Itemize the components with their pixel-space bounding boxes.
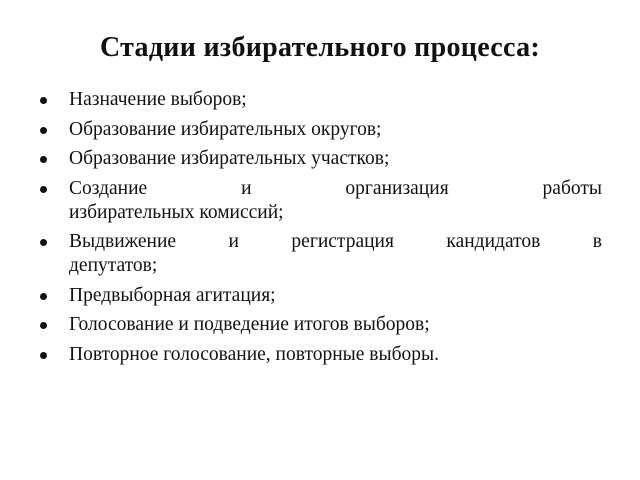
list-item — [40, 343, 602, 367]
list-item — [40, 177, 602, 225]
bullet-text: Повторное голосование, повторные выборы. — [69, 343, 439, 365]
list-item — [40, 147, 602, 171]
bullet-icon — [40, 186, 47, 193]
bullet-text: Назначение выборов; — [69, 89, 247, 110]
bullet-icon — [40, 97, 47, 104]
bullet-icon — [40, 239, 47, 246]
bullet-list — [40, 88, 602, 372]
bullet-icon — [40, 322, 47, 329]
bullet-text-line: избирательных комиссий; — [69, 201, 284, 223]
list-item — [40, 230, 602, 278]
bullet-text: Образование избирательных округов; — [69, 118, 382, 140]
bullet-text-line: депутатов; — [69, 255, 158, 276]
bullet-text: Образование избирательных участков; — [69, 148, 390, 169]
bullet-icon — [40, 293, 47, 300]
list-item — [40, 284, 602, 308]
bullet-text: Предвыборная агитация; — [69, 284, 276, 306]
bullet-text-line: Создание и организация работы — [69, 177, 602, 199]
list-item — [40, 118, 602, 142]
bullet-text: Голосование и подведение итогов выборов; — [69, 314, 430, 335]
bullet-icon — [40, 352, 47, 359]
bullet-text-line: Выдвижение и регистрация кандидатов в — [69, 231, 602, 252]
bullet-icon — [40, 156, 47, 163]
bullet-icon — [40, 127, 47, 134]
list-item — [40, 313, 602, 337]
list-item — [40, 88, 602, 112]
slide-title: Стадии избирательного процесса: — [99, 32, 541, 63]
